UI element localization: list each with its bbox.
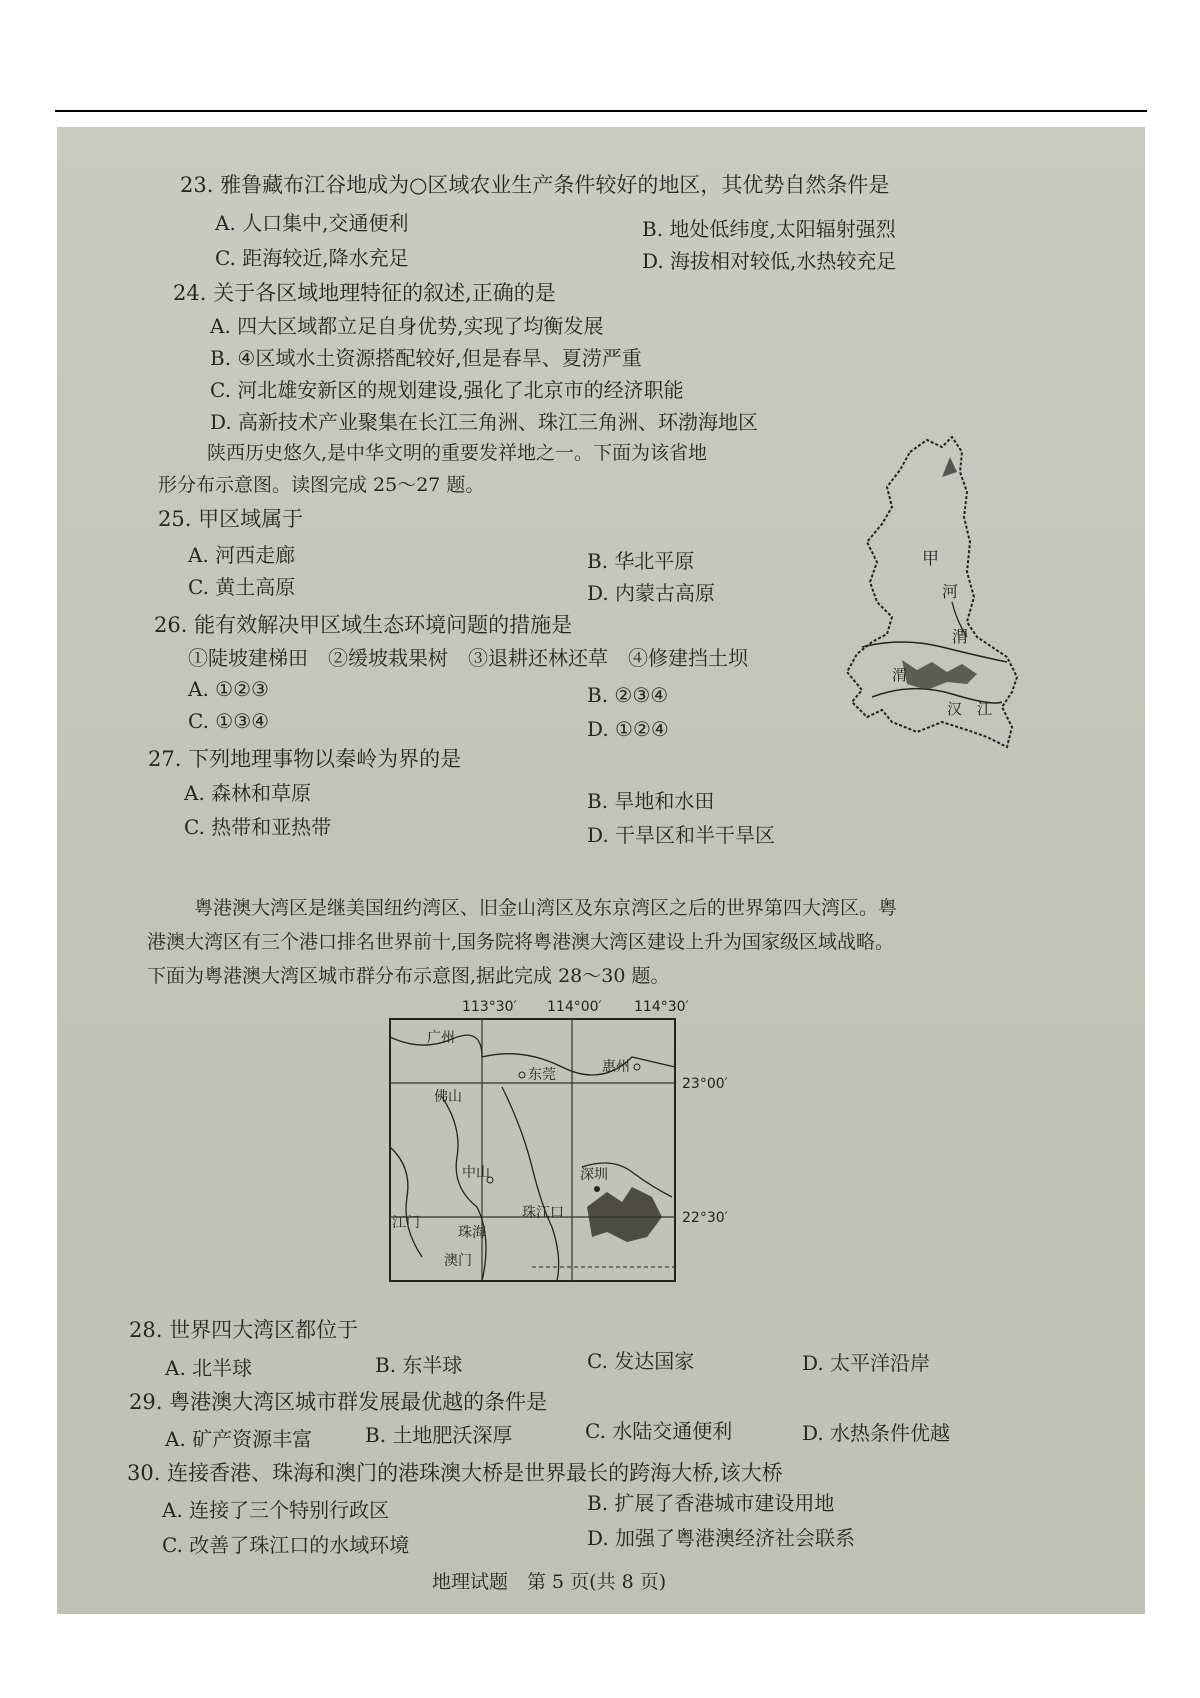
label-wei-1: 渭	[952, 627, 969, 646]
bay-area-intro-line3: 下面为粤港澳大湾区城市群分布示意图,据此完成 28～30 题。	[147, 965, 670, 987]
q30-stem: 30. 连接香港、珠海和澳门的港珠澳大桥是世界最长的跨海大桥,该大桥	[127, 1461, 783, 1485]
city-dongguan: 东莞	[528, 1067, 556, 1083]
q26-items: ①陡坡建梯田 ②缓坡栽果树 ③退耕还林还草 ④修建挡土坝	[188, 646, 748, 670]
q26-option-c: C. ①③④	[188, 709, 270, 733]
q23-option-c: C. 距海较近,降水充足	[215, 246, 409, 270]
qinling-mountains	[902, 660, 977, 690]
q24-stem: 24. 关于各区域地理特征的叙述,正确的是	[173, 281, 556, 305]
label-pearl-estuary: 珠江口	[522, 1205, 564, 1221]
q26-stem: 26. 能有效解决甲区域生态环境问题的措施是	[154, 613, 573, 637]
q29-stem: 29. 粤港澳大湾区城市群发展最优越的条件是	[129, 1390, 548, 1414]
q26-option-d: D. ①②④	[587, 717, 669, 741]
q28-option-a: A. 北半球	[165, 1356, 253, 1380]
label-he: 河	[942, 582, 959, 601]
dongguan-dot	[519, 1072, 525, 1078]
q28-option-d: D. 太平洋沿岸	[802, 1351, 931, 1375]
top-rule	[55, 110, 1147, 112]
q25-option-c: C. 黄土高原	[188, 575, 296, 599]
label-jia: 甲	[922, 549, 939, 569]
q25-stem: 25. 甲区域属于	[158, 507, 304, 531]
q25-option-a: A. 河西走廊	[188, 543, 296, 567]
q27-option-d: D. 干旱区和半干旱区	[587, 823, 776, 847]
q23-stem: 23. 雅鲁藏布江谷地成为○区域农业生产条件较好的地区，其优势自然条件是	[180, 173, 890, 197]
city-huizhou: 惠州	[602, 1059, 630, 1075]
lat-label-23-00: 23°00′	[682, 1076, 728, 1092]
q23-option-d: D. 海拔相对较低,水热较充足	[642, 249, 897, 273]
city-zhuhai: 珠海	[458, 1225, 486, 1241]
q24-option-b: B. ④区域水土资源搭配较好,但是春旱、夏涝严重	[210, 346, 642, 370]
lat-label-22-30: 22°30′	[682, 1210, 728, 1226]
city-guangzhou: 广州	[427, 1030, 455, 1046]
lon-label-114-30: 114°30′	[634, 999, 689, 1015]
shaanxi-terrain-map	[792, 432, 1082, 762]
q26-option-a: A. ①②③	[188, 677, 269, 701]
q26-option-b: B. ②③④	[587, 683, 669, 707]
shenzhen-dot	[594, 1186, 600, 1192]
river-jiangmen	[390, 1147, 422, 1257]
northern-shade	[942, 457, 957, 477]
q28-option-b: B. 东半球	[375, 1353, 463, 1377]
shaanxi-intro-line2: 形分布示意图。读图完成 25～27 题。	[158, 474, 485, 496]
q28-stem: 28. 世界四大湾区都位于	[129, 1318, 359, 1342]
q27-option-a: A. 森林和草原	[184, 781, 312, 805]
q30-option-a: A. 连接了三个特别行政区	[162, 1498, 390, 1522]
label-jiang: 江	[977, 700, 993, 718]
scanned-page	[57, 127, 1145, 1614]
map-frame	[390, 1019, 675, 1281]
q27-stem: 27. 下列地理事物以秦岭为界的是	[148, 747, 462, 771]
q25-option-d: D. 内蒙古高原	[587, 581, 716, 605]
q30-option-d: D. 加强了粤港澳经济社会联系	[587, 1526, 856, 1550]
label-wei-2: 渭	[892, 666, 908, 684]
huizhou-dot	[634, 1064, 640, 1070]
q28-option-c: C. 发达国家	[587, 1349, 695, 1373]
q24-option-c: C. 河北雄安新区的规划建设,强化了北京市的经济职能	[210, 378, 684, 402]
wei-river-line	[862, 642, 1007, 662]
city-shenzhen: 深圳	[580, 1167, 608, 1183]
q29-option-d: D. 水热条件优越	[802, 1421, 951, 1445]
hong-kong-islands	[587, 1187, 662, 1242]
q29-option-c: C. 水陆交通便利	[585, 1419, 733, 1443]
lon-label-113-30: 113°30′	[462, 999, 517, 1015]
city-jiangmen: 江门	[392, 1215, 420, 1231]
q23-option-b: B. 地处低纬度,太阳辐射强烈	[642, 217, 896, 241]
label-han: 汉	[947, 700, 963, 718]
q24-option-d: D. 高新技术产业聚集在长江三角洲、珠江三角洲、环渤海地区	[210, 410, 759, 434]
shaanxi-intro-line1: 陕西历史悠久,是中华文明的重要发祥地之一。下面为该省地	[207, 442, 708, 464]
page-footer: 地理试题 第 5 页(共 8 页)	[432, 1571, 667, 1593]
bay-area-intro-line2: 港澳大湾区有三个港口排名世界前十,国务院将粤港澳大湾区建设上升为国家级区域战略。	[147, 931, 895, 953]
q30-option-b: B. 扩展了香港城市建设用地	[587, 1491, 835, 1515]
q27-option-c: C. 热带和亚热带	[184, 815, 332, 839]
q29-option-b: B. 土地肥沃深厚	[365, 1423, 513, 1447]
q30-option-c: C. 改善了珠江口的水域环境	[162, 1533, 410, 1557]
q23-option-a: A. 人口集中,交通便利	[215, 211, 409, 235]
q27-option-b: B. 旱地和水田	[587, 789, 715, 813]
bay-area-city-map	[382, 997, 812, 1327]
city-macau: 澳门	[444, 1253, 472, 1269]
lon-label-114-00: 114°00′	[547, 999, 602, 1015]
city-foshan: 佛山	[434, 1089, 462, 1105]
q25-option-b: B. 华北平原	[587, 549, 695, 573]
q24-option-a: A. 四大区域都立足自身优势,实现了均衡发展	[210, 314, 604, 338]
city-zhongshan: 中山	[462, 1165, 490, 1181]
q29-option-a: A. 矿产资源丰富	[165, 1427, 313, 1451]
pearl-estuary-west	[502, 1087, 559, 1281]
bay-area-intro-line1: 粤港澳大湾区是继美国纽约湾区、旧金山湾区及东京湾区之后的世界第四大湾区。粤	[194, 897, 898, 919]
